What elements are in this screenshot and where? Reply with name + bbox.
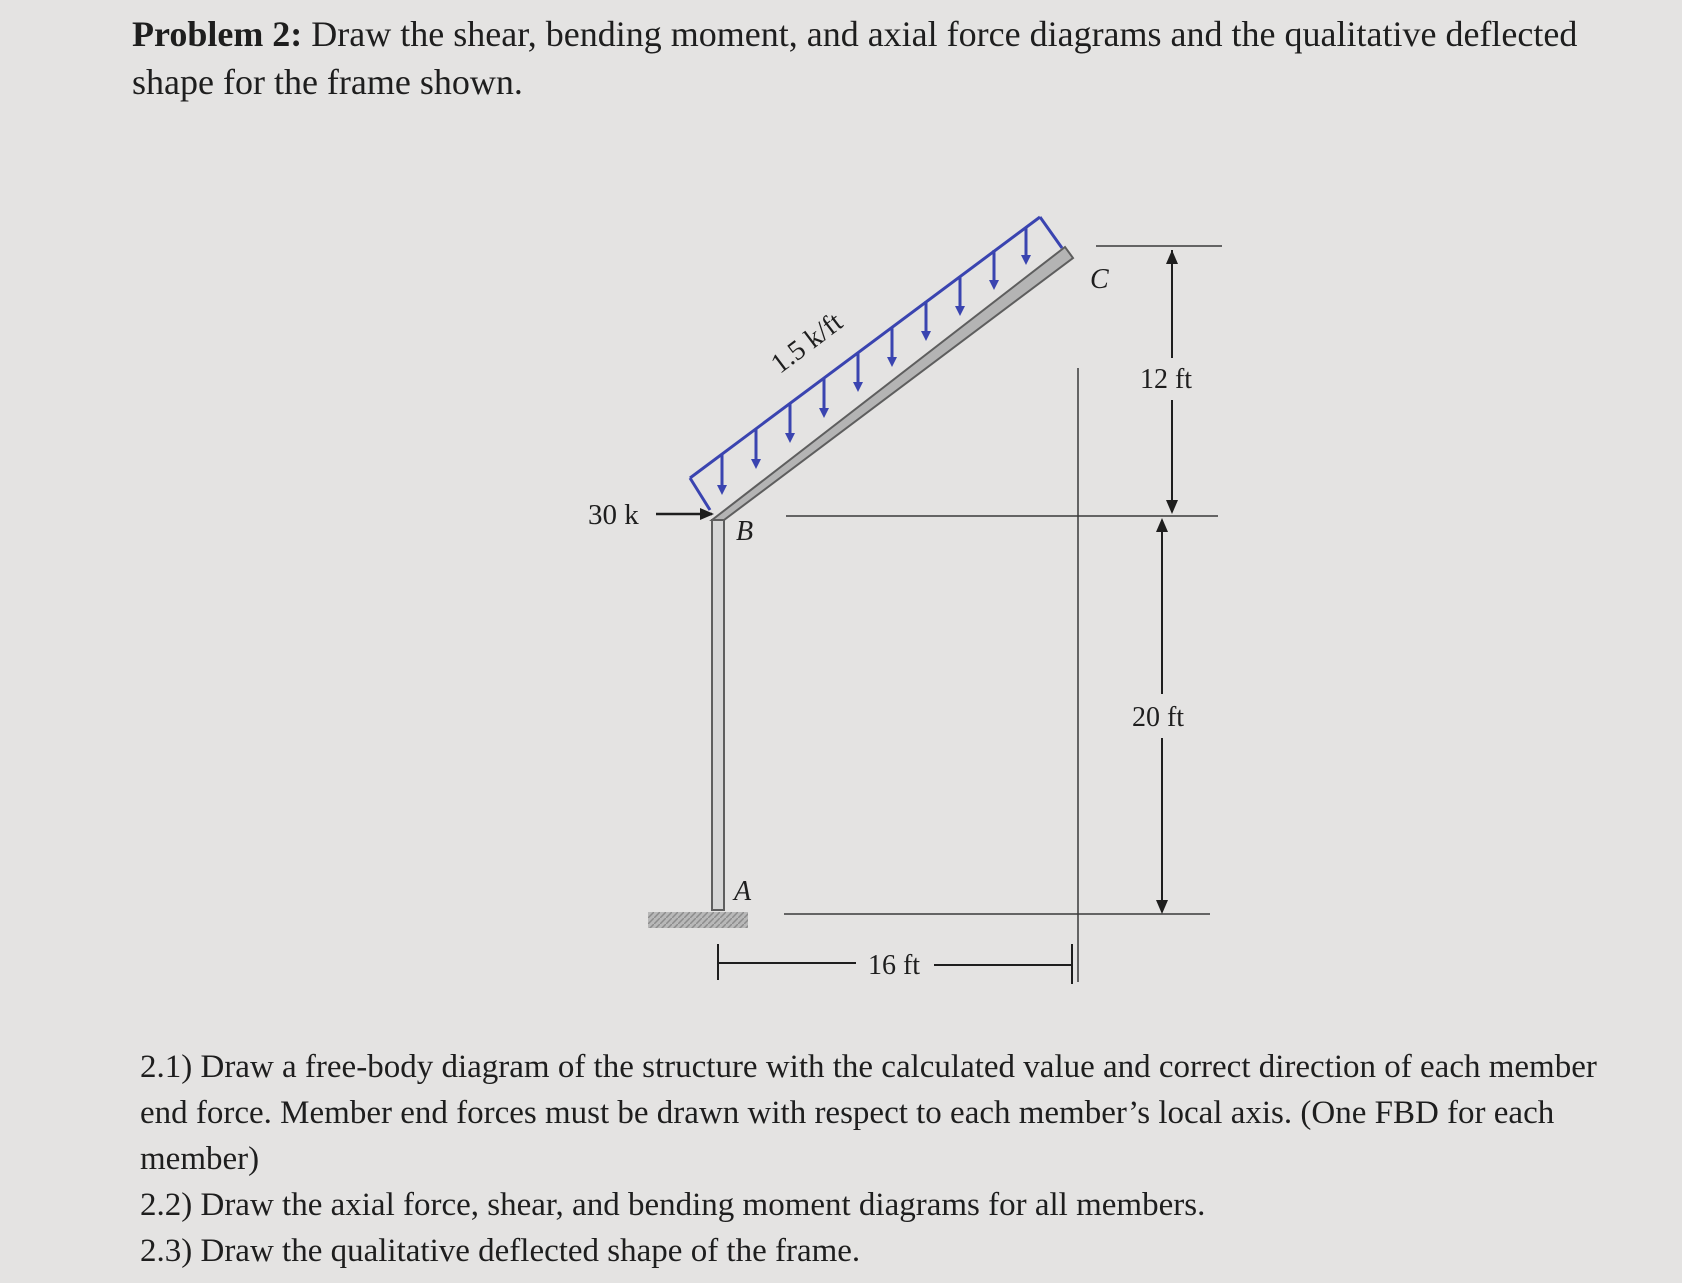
- question-list: [140, 1044, 1620, 1274]
- joint-label-b: B: [736, 516, 754, 547]
- distributed-load-line: [690, 217, 1040, 478]
- question-item: 2.3) Draw the qualitative deflected shape of the frame.: [140, 1233, 861, 1269]
- problem-text: Draw the shear, bending moment, and axial force diagrams and the qualitative deflected shape for the frame shown.: [132, 14, 1578, 102]
- question-item: 2.1) Draw a free-body diagram of the structure with the calculated value and correct direction of each member end force. Member end forces must be drawn with respect to each member’s local axis. (One FBD for each member): [140, 1049, 1597, 1177]
- dimension-12ft-label: 12 ft: [1139, 364, 1193, 395]
- dimension-20ft-label: 20 ft: [1131, 702, 1185, 733]
- question-item: 2.2) Draw the axial force, shear, and bending moment diagrams for all members.: [140, 1187, 1206, 1223]
- joint-label-a: A: [734, 876, 752, 907]
- fixed-support-a: [648, 912, 748, 928]
- rafter-bc: [712, 247, 1073, 520]
- column-ab: [712, 520, 724, 910]
- dimension-16ft-label: 16 ft: [867, 950, 921, 981]
- extension-lines: [784, 246, 1222, 982]
- problem-label: Problem 2:: [132, 14, 303, 54]
- distributed-load-label: 1.5 k/ft: [765, 306, 849, 380]
- point-load-label: 30 k: [588, 499, 639, 531]
- joint-label-c: C: [1090, 264, 1109, 295]
